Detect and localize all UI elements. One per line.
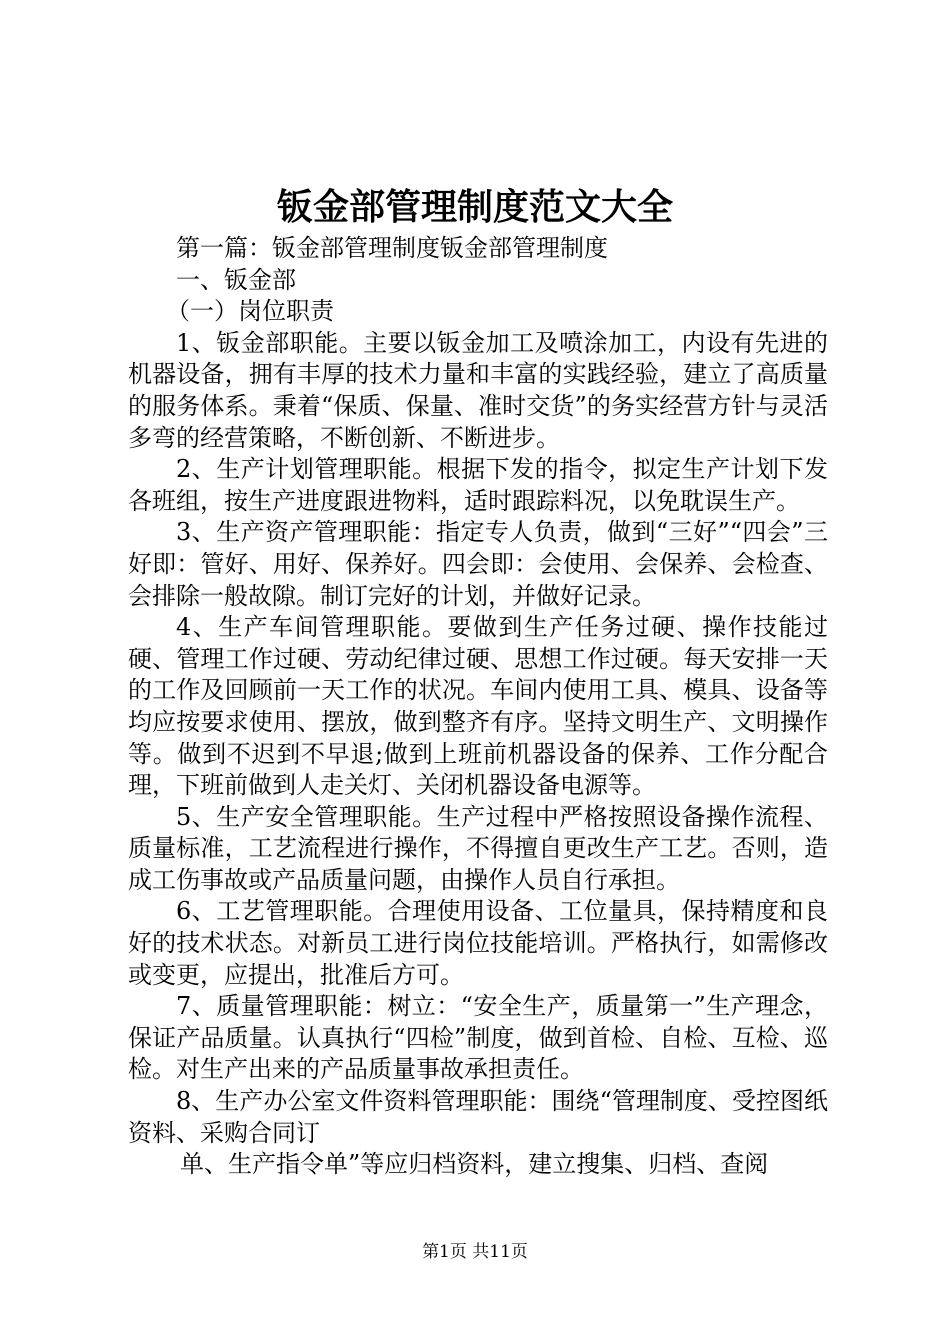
paragraph: 7、质量管理职能：树立：“安全生产，质量第一”生产理念，保证产品质量。认真执行“四检”制度，做到首检、自检、互检、巡检。对生产出来的产品质量事故承担责任。 xyxy=(128,992,828,1084)
paragraph: 3、生产资产管理职能：指定专人负责，做到“三好”“四会”三好即：管好、用好、保养好。四会即：会使用、会保养、会检查、会排除一般故隙。制订完好的计划，并做好记录。 xyxy=(128,518,828,610)
document-body xyxy=(128,233,828,1181)
paragraph: 6、工艺管理职能。合理使用设备、工位量具，保持精度和良好的技术状态。对新员工进行岗位技能培训。严格执行，如需修改或变更，应提出，批准后方可。 xyxy=(128,897,828,989)
chapter-heading: 一、钣金部 xyxy=(176,265,296,294)
section-heading: 第一篇：钣金部管理制度钣金部管理制度 xyxy=(176,234,608,262)
paragraph: 1、钣金部职能。主要以钣金加工及喷涂加工，内设有先进的机器设备，拥有丰厚的技术力量和丰富的实践经验，建立了高质量的服务体系。秉着“保质、保量、准时交货”的务实经营方针与灵活多弯的经营策略，不断创新、不断进步。 xyxy=(128,328,828,452)
paragraph: 单、生产指令单”等应归档资料，建立搜集、归档、查阅 xyxy=(180,1150,769,1179)
subsection-heading: （一）岗位职责 xyxy=(166,297,334,326)
paragraph: 5、生产安全管理职能。生产过程中严格按照设备操作流程、质量标准，工艺流程进行操作，不得擅自更改生产工艺。否则，造成工伤事故或产品质量问题，由操作人员自行承担。 xyxy=(128,802,828,894)
page-footer: 第1页 共11页 xyxy=(422,1242,528,1262)
paragraph: 4、生产车间管理职能。要做到生产任务过硬、操作技能过硬、管理工作过硬、劳动纪律过硬、思想工作过硬。每天安排一天的工作及回顾前一天工作的状况。车间内使用工具、模具、设备等均应按要求使用、摆放，做到整齐有序。坚持文明生产、文明操作等。做到不迟到不早退;做到上班前机器设备的保养、工作分配合理，下班前做到人走关灯、关闭机器设备电源等。 xyxy=(128,613,828,800)
document-title: 钣金部管理制度范文大全 xyxy=(276,187,673,228)
paragraph: 2、生产计划管理职能。根据下发的指令，拟定生产计划下发各班组，按生产进度跟进物料，适时跟踪料况，以免耽误生产。 xyxy=(128,455,828,515)
paragraph: 8、生产办公室文件资料管理职能：围绕“管理制度、受控图纸资料、采购合同订 xyxy=(128,1087,828,1147)
